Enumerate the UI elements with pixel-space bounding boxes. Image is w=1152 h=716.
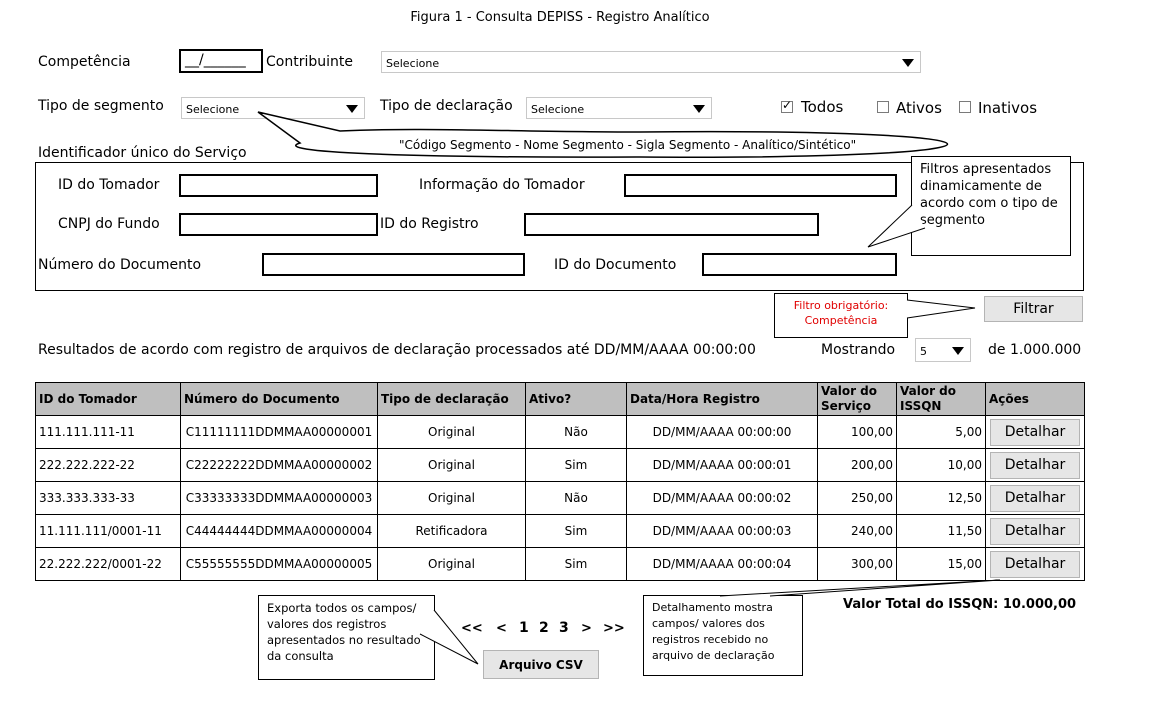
id-registro-label: ID do Registro	[380, 216, 479, 232]
detalhar-button[interactable]: Detalhar	[990, 485, 1080, 512]
export-csv-button[interactable]: Arquivo CSV	[483, 650, 599, 679]
header-valor-servico: Valor do Serviço	[818, 383, 897, 416]
header-data-hora: Data/Hora Registro	[627, 383, 818, 416]
dynamic-filters-note: Filtros apresentados dinamicamente de acordo com o tipo de segmento	[911, 156, 1071, 256]
cell-numero-documento: C44444444DDMMAA00000004	[181, 515, 378, 548]
tipo-declaracao-label: Tipo de declaração	[380, 98, 513, 114]
cell-tipo-declaracao: Retificadora	[378, 515, 526, 548]
total-records: de 1.000.000	[988, 342, 1082, 358]
detalhar-button[interactable]: Detalhar	[990, 518, 1080, 545]
cell-id-tomador: 333.333.333-33	[36, 482, 181, 515]
cell-ativo: Sim	[526, 449, 627, 482]
cell-id-tomador: 11.111.111/0001-11	[36, 515, 181, 548]
header-valor-issqn: Valor do ISSQN	[897, 383, 986, 416]
cell-data-hora: DD/MM/AAAA 00:00:03	[627, 515, 818, 548]
detalhar-button[interactable]: Detalhar	[990, 452, 1080, 479]
cell-ativo: Não	[526, 482, 627, 515]
cell-tipo-declaracao: Original	[378, 449, 526, 482]
tipo-declaracao-select-value: Selecione	[531, 103, 585, 116]
detail-note: Detalhamento mostra campos/ valores dos registros recebido no arquivo de declaração	[643, 595, 803, 676]
header-numero-documento: Número do Documento	[181, 383, 378, 416]
competencia-label: Competência	[38, 54, 131, 70]
cell-valor-issqn: 10,00	[897, 449, 986, 482]
tipo-segmento-select-value: Selecione	[186, 103, 240, 116]
header-id-tomador: ID do Tomador	[36, 383, 181, 416]
pager-prev[interactable]: <	[496, 621, 507, 636]
cell-valor-servico: 300,00	[818, 548, 897, 581]
cell-id-tomador: 222.222.222-22	[36, 449, 181, 482]
export-note: Exporta todos os campos/ valores dos registros apresentados no resultado da consulta	[258, 595, 435, 680]
cell-valor-issqn: 12,50	[897, 482, 986, 515]
cell-valor-servico: 250,00	[818, 482, 897, 515]
ativos-label: Ativos	[896, 99, 942, 117]
todos-label: Todos	[801, 98, 844, 116]
cell-data-hora: DD/MM/AAAA 00:00:00	[627, 416, 818, 449]
cell-valor-servico: 100,00	[818, 416, 897, 449]
cell-ativo: Sim	[526, 515, 627, 548]
detalhar-button[interactable]: Detalhar	[990, 419, 1080, 446]
header-tipo-declaracao: Tipo de declaração	[378, 383, 526, 416]
numero-documento-label: Número do Documento	[38, 257, 202, 273]
filtrar-button[interactable]: Filtrar	[984, 296, 1083, 322]
cell-numero-documento: C11111111DDMMAA00000001	[181, 416, 378, 449]
results-info: Resultados de acordo com registro de arquivos de declaração processados até DD/MM/AAAA 00:00:00	[38, 342, 756, 358]
info-tomador-label: Informação do Tomador	[419, 177, 585, 193]
pager-page-1[interactable]: 1	[519, 620, 529, 636]
pager-first[interactable]: <<	[461, 621, 483, 636]
cell-numero-documento: C22222222DDMMAA00000002	[181, 449, 378, 482]
cell-numero-documento: C55555555DDMMAA00000005	[181, 548, 378, 581]
required-filter-note: Filtro obrigatório: Competência	[774, 293, 908, 338]
id-documento-label: ID do Documento	[554, 257, 677, 273]
page-title: Figura 1 - Consulta DEPISS - Registro Analítico	[410, 10, 710, 25]
id-tomador-label: ID do Tomador	[58, 177, 160, 193]
cell-ativo: Não	[526, 416, 627, 449]
header-acoes: Ações	[986, 383, 1085, 416]
pager-next[interactable]: >	[581, 621, 592, 636]
pager-last[interactable]: >>	[603, 621, 625, 636]
cell-id-tomador: 111.111.111-11	[36, 416, 181, 449]
header-ativo: Ativo?	[526, 383, 627, 416]
cell-tipo-declaracao: Original	[378, 482, 526, 515]
identificador-label: Identificador único do Serviço	[38, 145, 247, 161]
cell-data-hora: DD/MM/AAAA 00:00:04	[627, 548, 818, 581]
cell-tipo-declaracao: Original	[378, 416, 526, 449]
tipo-segmento-label: Tipo de segmento	[38, 98, 164, 114]
cell-data-hora: DD/MM/AAAA 00:00:02	[627, 482, 818, 515]
detalhar-button[interactable]: Detalhar	[990, 551, 1080, 578]
pager-page-2[interactable]: 2	[539, 620, 549, 636]
cell-valor-servico: 240,00	[818, 515, 897, 548]
cell-data-hora: DD/MM/AAAA 00:00:01	[627, 449, 818, 482]
contribuinte-select-value: Selecione	[386, 57, 440, 70]
inativos-label: Inativos	[978, 99, 1038, 117]
contribuinte-label: Contribuinte	[266, 54, 353, 70]
cell-id-tomador: 22.222.222/0001-22	[36, 548, 181, 581]
cell-valor-servico: 200,00	[818, 449, 897, 482]
cell-valor-issqn: 15,00	[897, 548, 986, 581]
pager-page-3[interactable]: 3	[559, 620, 569, 636]
mostrando-label: Mostrando	[821, 342, 896, 358]
cell-valor-issqn: 11,50	[897, 515, 986, 548]
page-size-value: 5	[920, 345, 927, 358]
cnpj-fundo-label: CNPJ do Fundo	[58, 216, 160, 232]
cell-ativo: Sim	[526, 548, 627, 581]
segment-callout-text: "Código Segmento - Nome Segmento - Sigla Segmento - Analítico/Sintético"	[399, 138, 857, 152]
cell-tipo-declaracao: Original	[378, 548, 526, 581]
cell-numero-documento: C33333333DDMMAA00000003	[181, 482, 378, 515]
competencia-value: __/______	[185, 52, 246, 68]
cell-valor-issqn: 5,00	[897, 416, 986, 449]
total-issqn: Valor Total do ISSQN: 10.000,00	[843, 597, 1077, 612]
